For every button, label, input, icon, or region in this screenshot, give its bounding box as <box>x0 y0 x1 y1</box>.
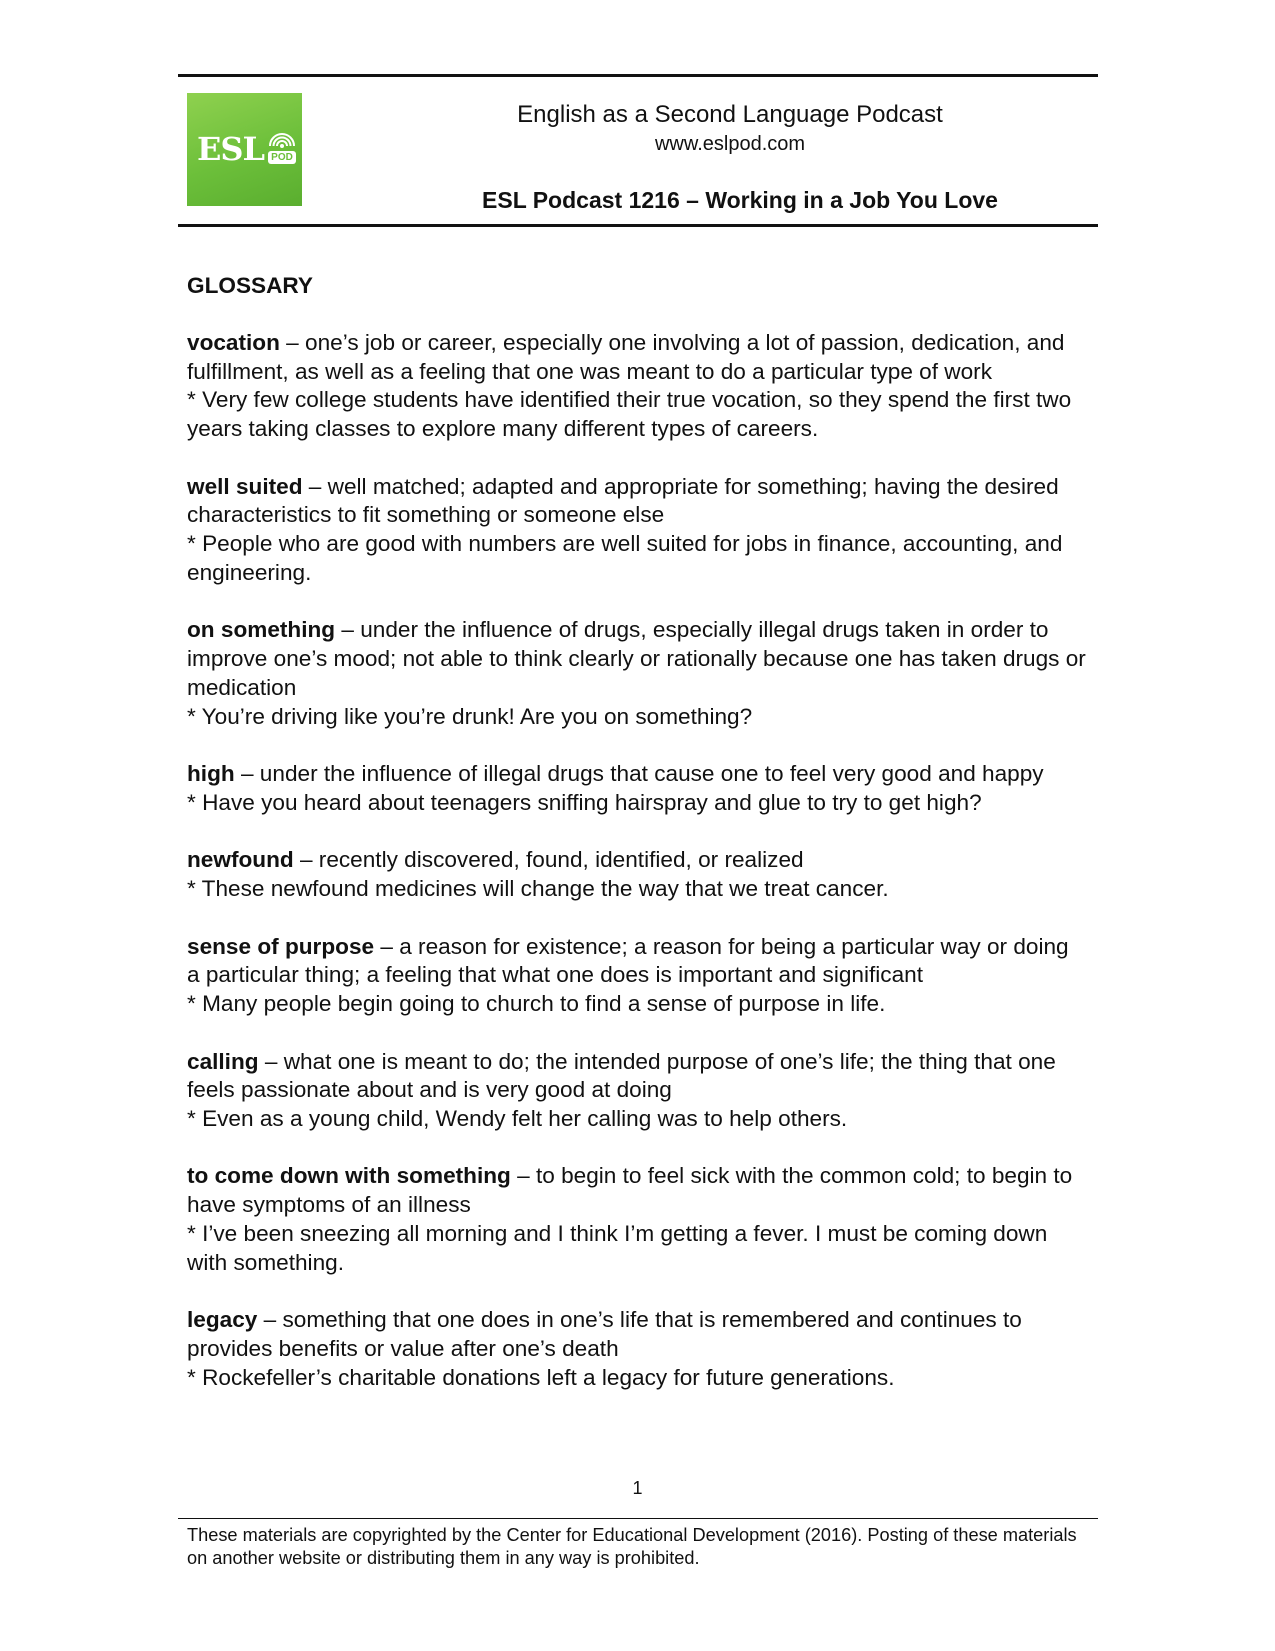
publication-title: English as a Second Language Podcast <box>517 101 943 128</box>
glossary-entry <box>187 329 1087 444</box>
logo-text: ESL <box>197 130 264 168</box>
glossary-definition: – well matched; adapted and appropriate for something; having the desired characteristics to fit something or someone else <box>187 473 1059 528</box>
glossary-definition: – recently discovered, found, identified, or realized <box>293 847 804 873</box>
entry-definition-line <box>187 846 1087 875</box>
entry-definition-line <box>187 473 1087 531</box>
glossary-definition: – what one is meant to do; the intended purpose of one’s life; the thing that one feels passionate about and is very good at doing <box>187 1048 1056 1103</box>
glossary-term: newfound <box>187 847 294 873</box>
glossary-term: high <box>187 761 235 787</box>
footer-rule <box>178 1518 1098 1519</box>
glossary-definition: – under the influence of drugs, especially illegal drugs taken in order to improve one’s mood; not able to think clearly or rationally because one has taken drugs or medication <box>187 617 1086 700</box>
glossary-example: * Even as a young child, Wendy felt her calling was to help others. <box>187 1106 848 1132</box>
page-number: 1 <box>632 1478 643 1498</box>
eslpod-logo <box>187 93 302 206</box>
glossary-term: on something <box>187 617 336 643</box>
entry-definition-line <box>187 1048 1087 1106</box>
glossary-term: sense of purpose <box>187 933 375 959</box>
header-bottom-rule <box>178 224 1098 227</box>
publication-url: www.eslpod.com <box>654 133 806 155</box>
glossary-definition: – to begin to feel sick with the common cold; to begin to have symptoms of an illness <box>187 1163 1073 1218</box>
copyright-notice: These materials are copyrighted by the Center for Educational Development (2016). Posting of these materials on another website or distributing them in any way is prohibited. <box>187 1525 1077 1568</box>
glossary-heading: GLOSSARY <box>187 273 313 298</box>
glossary-example: * I’ve been sneezing all morning and I think I’m getting a fever. I must be coming down with something. <box>187 1221 1048 1275</box>
entry-definition-line <box>187 329 1087 387</box>
glossary-example: * Very few college students have identified their true vocation, so they spend the first two years taking classes to explore many different types of careers. <box>187 387 1072 442</box>
glossary-entry <box>187 473 1087 588</box>
logo-pod-badge: POD <box>268 151 296 164</box>
header-top-rule <box>178 74 1098 77</box>
glossary-example: * You’re driving like you’re drunk! Are you on something? <box>187 703 753 729</box>
glossary-example: * Many people begin going to church to find a sense of purpose in life. <box>187 991 886 1017</box>
glossary-definition: – something that one does in one’s life that is remembered and continues to provides benefits or value after one’s death <box>187 1307 1022 1362</box>
episode-title: ESL Podcast 1216 – Working in a Job You Love <box>482 187 998 213</box>
glossary-entry <box>187 760 1087 818</box>
glossary-entry <box>187 1162 1087 1277</box>
glossary-term: well suited <box>187 473 303 499</box>
glossary-example: * These newfound medicines will change the way that we treat cancer. <box>187 876 889 902</box>
entry-definition-line <box>187 760 1087 789</box>
glossary-entry <box>187 933 1087 1019</box>
entry-definition-line <box>187 616 1087 702</box>
glossary-definition: – a reason for existence; a reason for being a particular way or doing a particular thing; a feeling that what one does is important and significant <box>187 933 1069 988</box>
glossary-example: * Rockefeller’s charitable donations left a legacy for future generations. <box>187 1364 895 1390</box>
entry-definition-line <box>187 933 1087 991</box>
glossary-entry <box>187 1048 1087 1134</box>
glossary-definition: – under the influence of illegal drugs that cause one to feel very good and happy <box>234 761 1044 787</box>
glossary-term: vocation <box>187 329 280 355</box>
glossary-entry <box>187 846 1087 904</box>
glossary-entry <box>187 616 1087 731</box>
glossary-term: to come down with something <box>187 1163 511 1189</box>
entry-definition-line <box>187 1306 1087 1364</box>
glossary-section <box>187 272 1087 1421</box>
glossary-term: calling <box>187 1048 259 1074</box>
glossary-entry <box>187 1306 1087 1392</box>
glossary-example: * Have you heard about teenagers sniffing hairspray and glue to try to get high? <box>187 789 982 815</box>
glossary-example: * People who are good with numbers are well suited for jobs in finance, accounting, and engineering. <box>187 531 1063 585</box>
entry-definition-line <box>187 1162 1087 1220</box>
glossary-term: legacy <box>187 1307 258 1333</box>
glossary-definition: – one’s job or career, especially one involving a lot of passion, dedication, and fulfillment, as well as a feeling that one was meant to do a particular type of work <box>187 329 1065 384</box>
